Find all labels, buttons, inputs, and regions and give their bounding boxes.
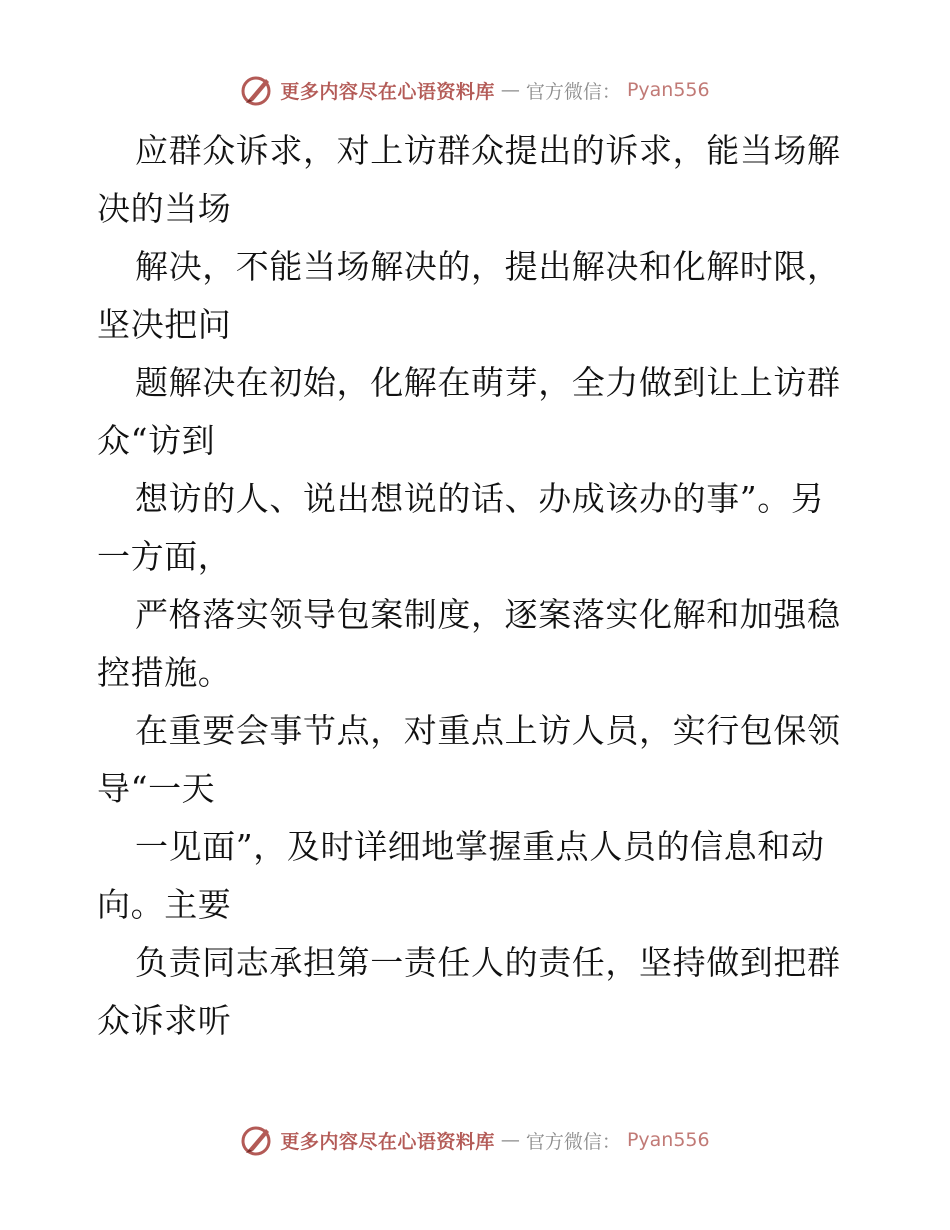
- watermark-main-text: 更多内容尽在心语资料库: [280, 80, 495, 103]
- paragraph-line: 众“访到: [97, 421, 216, 460]
- watermark-label: 官方微信：: [525, 1130, 621, 1153]
- paragraph-line: 众诉求听: [97, 1001, 232, 1040]
- watermark-main-text: 更多内容尽在心语资料库: [280, 1130, 495, 1153]
- paragraph: [97, 702, 857, 818]
- paragraph: [97, 354, 857, 470]
- paragraph-line: 应群众诉求，对上访群众提出的诉求，能当场解: [135, 131, 841, 170]
- paragraph: [97, 122, 857, 238]
- paragraph-line: 向。主要: [97, 885, 232, 924]
- watermark-label: 官方微信：: [525, 80, 621, 103]
- watermark-id: Pyan556: [626, 1129, 710, 1151]
- watermark-id: Pyan556: [626, 79, 710, 101]
- paragraph: [97, 470, 857, 586]
- watermark-dash: —: [500, 1129, 520, 1151]
- paragraph-line: 在重要会事节点，对重点上访人员，实行包保领: [135, 711, 841, 750]
- paragraph-line: 控措施。: [97, 653, 232, 692]
- footer-watermark: [0, 1120, 950, 1160]
- paragraph-line: 想访的人、说出想说的话、办成该办的事”。另: [135, 479, 825, 518]
- paragraph: [97, 818, 857, 934]
- paragraph-line: 严格落实领导包案制度，逐案落实化解和加强稳: [135, 595, 841, 634]
- paragraph-line: 负责同志承担第一责任人的责任，坚持做到把群: [135, 943, 841, 982]
- quill-pen-logo-icon: [240, 1123, 274, 1157]
- paragraph-line: 坚决把问: [97, 305, 232, 344]
- watermark-dash: —: [500, 79, 520, 101]
- paragraph: [97, 238, 857, 354]
- paragraph-line: 决的当场: [97, 189, 232, 228]
- paragraph: [97, 934, 857, 1050]
- header-watermark: [0, 70, 950, 110]
- document-body: [97, 122, 857, 1050]
- paragraph-line: 题解决在初始，化解在萌芽，全力做到让上访群: [135, 363, 841, 402]
- paragraph-line: 一见面”，及时详细地掌握重点人员的信息和动: [135, 827, 825, 866]
- quill-pen-logo-icon: [240, 73, 274, 107]
- paragraph-line: 导“一天: [97, 769, 216, 808]
- paragraph-line: 解决，不能当场解决的，提出解决和化解时限，: [135, 247, 841, 286]
- paragraph-line: 一方面，: [97, 537, 232, 576]
- paragraph: [97, 586, 857, 702]
